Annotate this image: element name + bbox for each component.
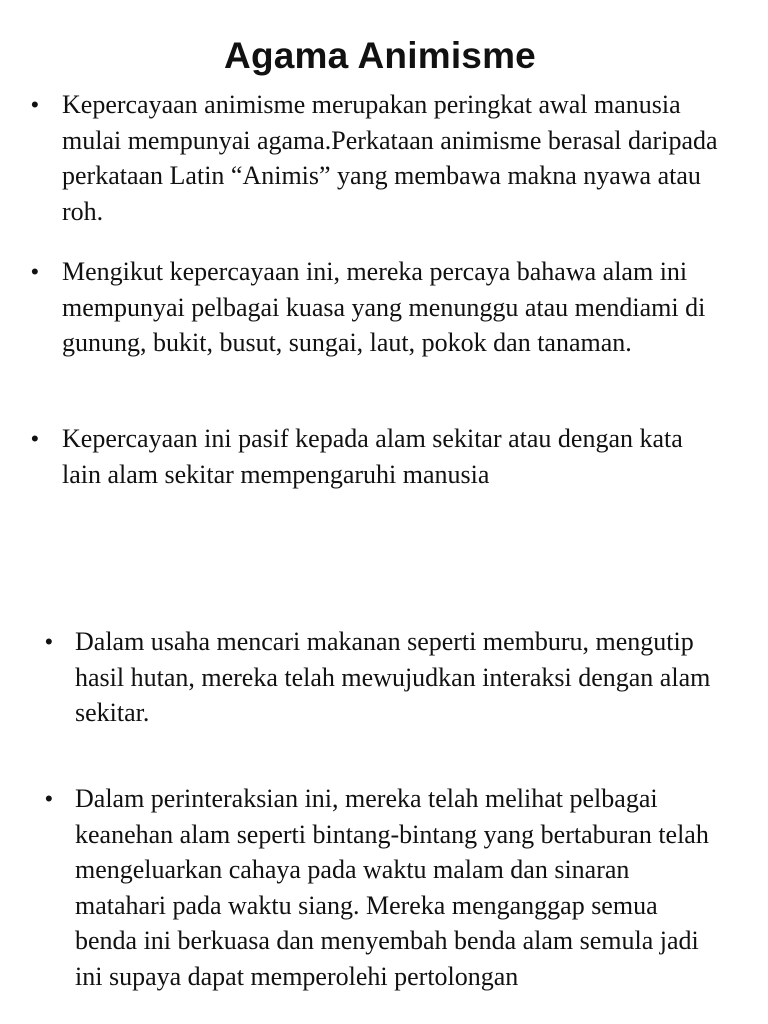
bullet-item (31, 87, 722, 229)
bullet-icon: • (45, 629, 53, 654)
bullet-item (31, 421, 722, 492)
bullet-item (31, 254, 722, 361)
bullet-item (45, 781, 715, 994)
bullet-item (45, 624, 715, 731)
bullet-icon: • (45, 786, 53, 811)
bullet-text: Mengikut kepercayaan ini, mereka percaya bahawa alam ini mempunyai pelbagai kuasa yang menunggu atau mendiami di gunung, bukit, busut, sungai, laut, pokok dan tanaman. (62, 257, 706, 357)
bullet-icon: • (31, 92, 39, 117)
bullet-text: Dalam perinteraksian ini, mereka telah melihat pelbagai keanehan alam seperti bintang-bintang yang bertaburan telah mengeluarkan cahaya pada waktu malam dan sinaran matahari pada waktu siang. Mereka menganggap semua benda ini berkuasa dan menyembah benda alam semula jadi ini supaya dapat memperolehi pertolongan (75, 784, 709, 991)
bullet-icon: • (31, 426, 39, 451)
bullet-text: Kepercayaan animisme merupakan peringkat awal manusia mulai mempunyai agama.Perkataan animisme berasal daripada perkataan Latin “Animis” yang membawa makna nyawa atau roh. (62, 90, 718, 226)
bullet-text: Kepercayaan ini pasif kepada alam sekitar atau dengan kata lain alam sekitar mempengaruhi manusia (62, 424, 683, 489)
bullet-text: Dalam usaha mencari makanan seperti memburu, mengutip hasil hutan, mereka telah mewujudkan interaksi dengan alam sekitar. (75, 627, 711, 727)
bullet-icon: • (31, 259, 39, 284)
page-title: Agama Animisme (224, 35, 536, 76)
